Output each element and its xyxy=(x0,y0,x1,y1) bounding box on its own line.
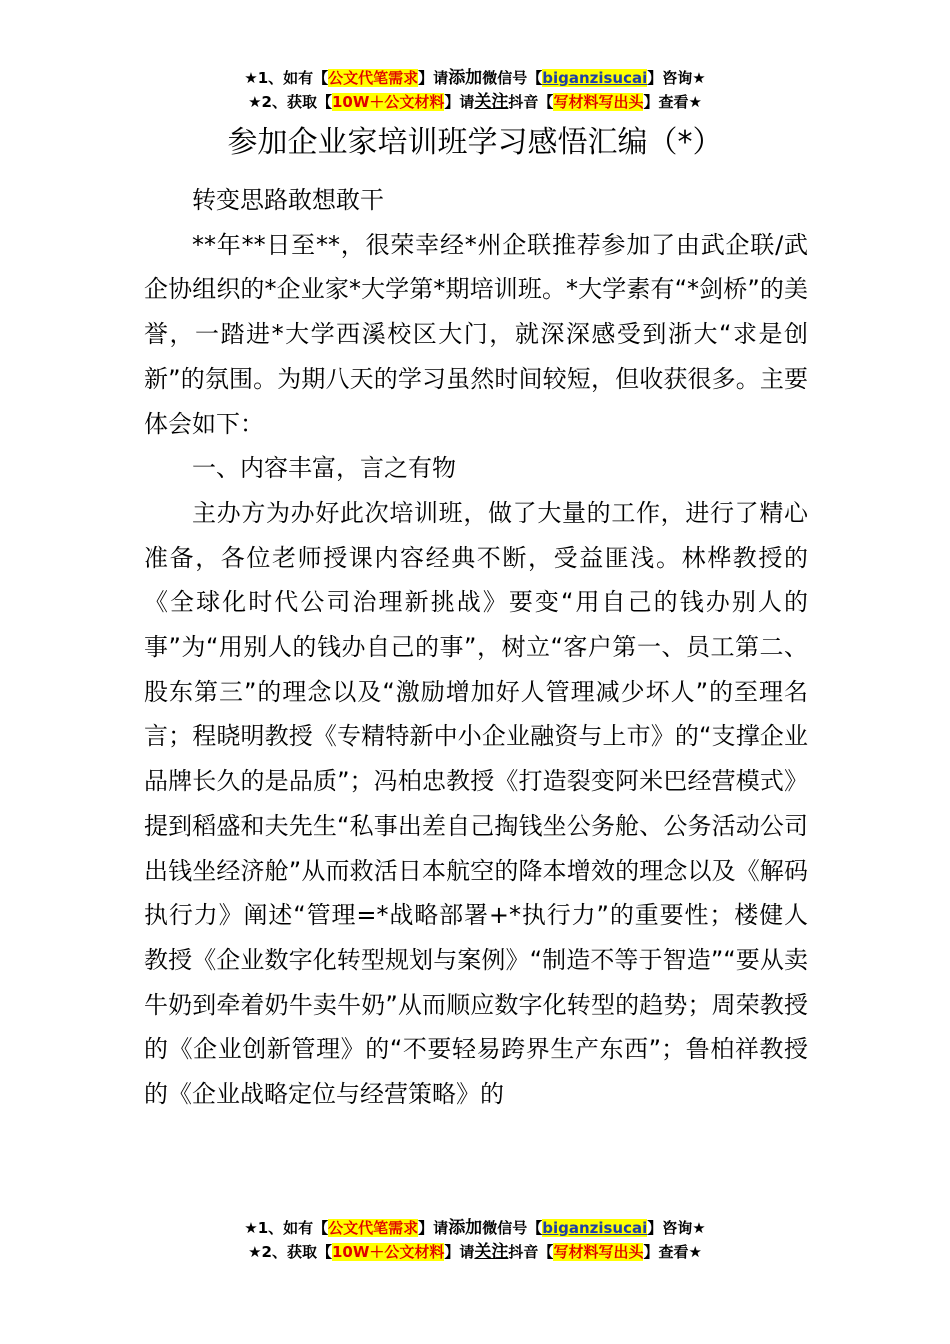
document-title: 参加企业家培训班学习感悟汇编（*） xyxy=(227,125,723,160)
douyin-account-highlight: 写材料写出头 xyxy=(553,1243,644,1261)
document-body xyxy=(144,178,808,1117)
promo-line-1: ★1、如有【公文代笔需求】请添加微信号【biganzisucai】咨询★ xyxy=(244,68,706,88)
intro-paragraph: **年**日至**，很荣幸经*州企联推荐参加了由武企联/武企协组织的*企业家*大学第*期培训班。*大学素有“*剑桥”的美誉，一踏进*大学西溪校区大门，就深深感受到浙大“求是创新”的氛围。为期八天的学习虽然时间较短，但收获很多。主要体会如下： xyxy=(144,230,808,438)
material-highlight: 10W＋公文材料 xyxy=(331,1243,445,1261)
section-subtitle: 转变思路敢想敢干 xyxy=(192,186,384,214)
section-heading: 一、内容丰富，言之有物 xyxy=(192,454,456,483)
promo-line-2: ★2、获取【10W＋公文材料】请关注抖音【写材料写出头】查看★ xyxy=(248,1242,702,1262)
wechat-id-link[interactable]: biganzisucai xyxy=(542,69,648,87)
douyin-account-highlight: 写材料写出头 xyxy=(553,93,644,111)
service-highlight: 公文代笔需求 xyxy=(328,1219,419,1237)
promo-footer xyxy=(0,1216,950,1264)
promo-header xyxy=(0,66,950,114)
service-highlight: 公文代笔需求 xyxy=(328,69,419,87)
promo-line-1: ★1、如有【公文代笔需求】请添加微信号【biganzisucai】咨询★ xyxy=(244,1218,706,1238)
body-paragraph: 主办方为办好此次培训班，做了大量的工作，进行了精心准备，各位老师授课内容经典不断，受益匪浅。林桦教授的《全球化时代公司治理新挑战》要变“用自己的钱办别人的事”为“用别人的钱办自己的事”，树立“客户第一、员工第二、股东第三”的理念以及“激励增加好人管理减少坏人”的至理名言；程晓明教授《专精特新中小企业融资与上市》的“支撑企业品牌长久的是品质”；冯柏忠教授《打造裂变阿米巴经营模式》提到稻盛和夫先生“私事出差自己掏钱坐公务舱、公务活动公司出钱坐经济舱”从而救活日本航空的降本增效的理念以及《解码执行力》阐述“管理=*战略部署+*执行力”的重要性；楼健人教授《企业数字化转型规划与案例》“制造不等于智造”“要从卖牛奶到牵着奶牛卖牛奶”从而顺应数字化转型的趋势；周荣教授的《企业创新管理》的“不要轻易跨界生产东西”；鲁柏祥教授的《企业战略定位与经营策略》的 xyxy=(144,498,808,1109)
wechat-id-link[interactable]: biganzisucai xyxy=(542,1219,648,1237)
material-highlight: 10W＋公文材料 xyxy=(331,93,445,111)
promo-line-2: ★2、获取【10W＋公文材料】请关注抖音【写材料写出头】查看★ xyxy=(248,92,702,112)
